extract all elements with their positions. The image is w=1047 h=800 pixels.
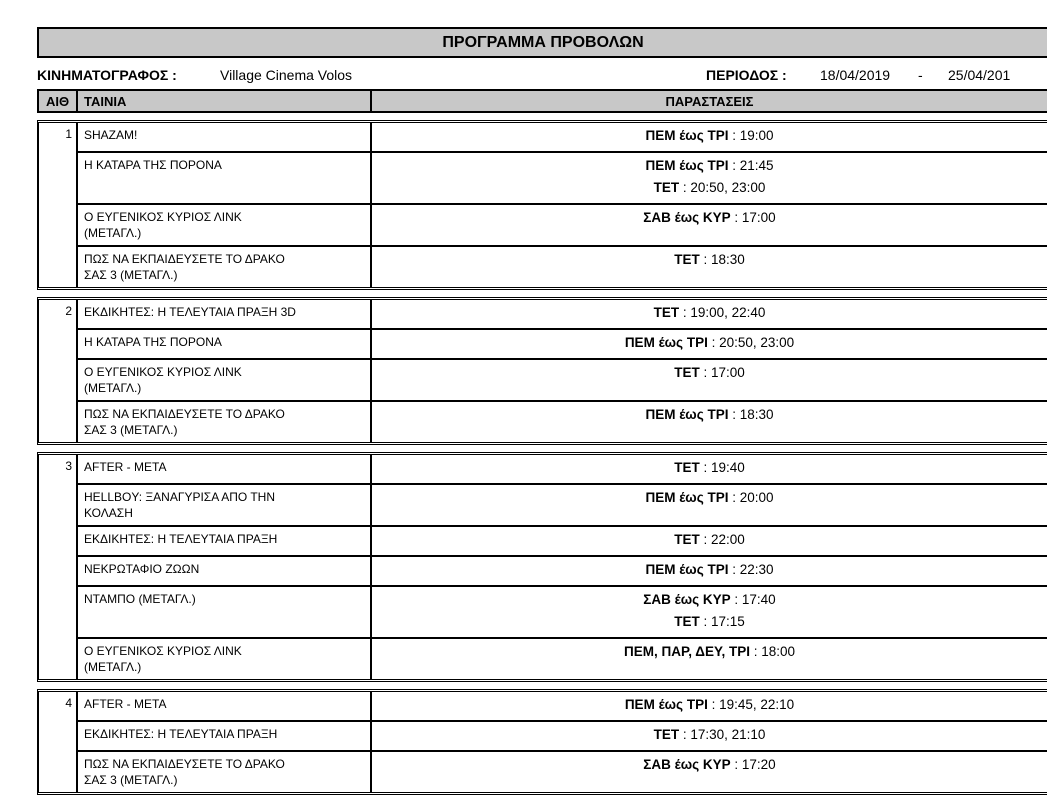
film-title-line: HELLBOY: ΞΑΝΑΓΥΡΙΣΑ ΑΠΟ ΤΗΝ bbox=[84, 490, 276, 504]
film-title bbox=[78, 123, 372, 151]
schedule-table bbox=[37, 113, 1047, 795]
show-times: : 21:45 bbox=[728, 158, 774, 173]
table-header bbox=[37, 89, 1047, 113]
showtime-line bbox=[372, 726, 1047, 748]
film-title bbox=[78, 692, 372, 720]
table-row bbox=[78, 720, 1047, 750]
film-title bbox=[78, 455, 372, 483]
show-days: ΠΕΜ έως ΤΡΙ bbox=[624, 335, 708, 350]
film-title bbox=[78, 485, 372, 525]
showtime-line bbox=[372, 643, 1047, 665]
film-title bbox=[78, 557, 372, 585]
show-times: : 17:00 bbox=[699, 365, 745, 380]
film-title bbox=[78, 752, 372, 792]
show-times: : 20:00 bbox=[728, 490, 774, 505]
show-times: : 17:30, 21:10 bbox=[679, 727, 766, 742]
hall-number: 1 bbox=[39, 123, 78, 287]
film-title-line: (ΜΕΤΑΓΛ.) bbox=[84, 226, 142, 240]
show-times: : 20:50, 23:00 bbox=[707, 335, 795, 350]
film-title-line: (ΜΕΤΑΓΛ.) bbox=[84, 660, 142, 674]
show-times: : 22:00 bbox=[699, 532, 745, 547]
showtime-line bbox=[372, 209, 1047, 231]
film-title-line: Η ΚΑΤΑΡΑ ΤΗΣ ΠΟΡΟΝΑ bbox=[84, 335, 222, 349]
film-title bbox=[78, 402, 372, 442]
film-title bbox=[78, 639, 372, 679]
show-days: ΤΕΤ bbox=[653, 727, 680, 742]
hall-gap bbox=[37, 445, 1047, 452]
show-days: ΤΕΤ bbox=[674, 532, 700, 547]
film-title-line: ΕΚΔΙΚΗΤΕΣ: Η ΤΕΛΕΥΤΑΙΑ ΠΡΑΞΗ bbox=[84, 532, 278, 546]
hall-gap bbox=[37, 682, 1047, 689]
page-title: ΠΡΟΓΡΑΜΜΑ ΠΡΟΒΟΛΩΝ bbox=[37, 27, 1047, 58]
show-days: ΣΑΒ έως ΚΥΡ bbox=[643, 592, 731, 607]
showtimes bbox=[372, 360, 1047, 400]
show-times: : 17:00 bbox=[730, 210, 776, 225]
period-label-text: ΠΕΡΙΟΔΟΣ : bbox=[706, 67, 787, 83]
hall-gap bbox=[37, 113, 1047, 120]
header-film: ΤΑΙΝΙΑ bbox=[78, 91, 372, 111]
hall-block bbox=[37, 120, 1047, 290]
period-from: 18/04/2019 bbox=[820, 67, 891, 83]
show-times: : 17:15 bbox=[699, 614, 745, 629]
hall-block bbox=[37, 452, 1047, 682]
film-title-line: ΕΚΔΙΚΗΤΕΣ: Η ΤΕΛΕΥΤΑΙΑ ΠΡΑΞΗ bbox=[84, 727, 278, 741]
showtime-line bbox=[372, 251, 1047, 273]
show-times: : 17:20 bbox=[730, 757, 776, 772]
table-row bbox=[78, 203, 1047, 245]
table-row bbox=[78, 400, 1047, 442]
film-title bbox=[78, 153, 372, 203]
showtime-line bbox=[372, 613, 1047, 635]
hall-gap bbox=[37, 290, 1047, 297]
showtimes bbox=[372, 330, 1047, 358]
header-shows: ΠΑΡΑΣΤΑΣΕΙΣ bbox=[665, 93, 754, 109]
showtimes bbox=[372, 455, 1047, 483]
showtime-line bbox=[372, 561, 1047, 583]
showtime-line bbox=[372, 334, 1047, 356]
show-days: ΤΕΤ bbox=[674, 252, 700, 267]
film-list bbox=[78, 692, 1047, 792]
film-title-line: Η ΚΑΤΑΡΑ ΤΗΣ ΠΟΡΟΝΑ bbox=[84, 158, 222, 172]
table-row bbox=[78, 585, 1047, 637]
showtime-line bbox=[372, 756, 1047, 778]
show-days: ΠΕΜ έως ΤΡΙ bbox=[645, 158, 729, 173]
table-row bbox=[78, 245, 1047, 287]
table-row bbox=[78, 151, 1047, 203]
period-separator: - bbox=[918, 67, 923, 83]
hall-number: 3 bbox=[39, 455, 78, 679]
showtime-line bbox=[372, 459, 1047, 481]
showtimes bbox=[372, 153, 1047, 203]
hall-block bbox=[37, 689, 1047, 795]
show-times: : 18:00 bbox=[749, 644, 796, 659]
show-days: ΤΕΤ bbox=[674, 365, 700, 380]
showtime-line bbox=[372, 364, 1047, 386]
film-title bbox=[78, 587, 372, 637]
showtime-line bbox=[372, 127, 1047, 149]
show-days: ΠΕΜ έως ΤΡΙ bbox=[645, 562, 729, 577]
show-times: : 19:00 bbox=[728, 128, 774, 143]
film-title-line: ΠΩΣ ΝΑ ΕΚΠΑΙΔΕΥΣΕΤΕ ΤΟ ΔΡΑΚΟ bbox=[84, 757, 285, 771]
show-times: : 19:45, 22:10 bbox=[707, 697, 795, 712]
showtimes bbox=[372, 722, 1047, 750]
showtime-line bbox=[372, 157, 1047, 179]
show-times: : 18:30 bbox=[699, 252, 745, 267]
film-title-line: ΕΚΔΙΚΗΤΕΣ: Η ΤΕΛΕΥΤΑΙΑ ΠΡΑΞΗ 3D bbox=[84, 305, 296, 319]
showtimes bbox=[372, 247, 1047, 287]
show-days: ΠΕΜ έως ΤΡΙ bbox=[645, 128, 729, 143]
show-times: : 17:40 bbox=[730, 592, 776, 607]
film-title bbox=[78, 360, 372, 400]
film-list bbox=[78, 123, 1047, 287]
film-title-line: ΣΑΣ 3 (ΜΕΤΑΓΛ.) bbox=[84, 773, 178, 787]
show-days: ΤΕΤ bbox=[653, 305, 680, 320]
cinema-label-text: ΚΙΝΗΜΑΤΟΓΡΑΦΟΣ : bbox=[37, 67, 177, 83]
showtimes bbox=[372, 752, 1047, 792]
film-title bbox=[78, 330, 372, 358]
show-days: ΣΑΒ έως ΚΥΡ bbox=[643, 757, 731, 772]
hall-block bbox=[37, 297, 1047, 445]
film-title-line: ΠΩΣ ΝΑ ΕΚΠΑΙΔΕΥΣΕΤΕ ΤΟ ΔΡΑΚΟ bbox=[84, 252, 285, 266]
show-times: : 19:40 bbox=[699, 460, 745, 475]
film-title-line: (ΜΕΤΑΓΛ.) bbox=[84, 381, 142, 395]
table-row bbox=[78, 555, 1047, 585]
showtime-line bbox=[372, 489, 1047, 511]
show-times: : 22:30 bbox=[728, 562, 774, 577]
table-row bbox=[78, 692, 1047, 720]
show-days: ΤΕΤ bbox=[674, 614, 700, 629]
cinema-label bbox=[37, 64, 177, 86]
table-row bbox=[78, 300, 1047, 328]
film-list bbox=[78, 455, 1047, 679]
film-title-line: ΝΕΚΡΩΤΑΦΙΟ ΖΩΩΝ bbox=[84, 562, 200, 576]
showtime-line bbox=[372, 531, 1047, 553]
showtime-line bbox=[372, 179, 1047, 201]
showtimes bbox=[372, 557, 1047, 585]
showtimes bbox=[372, 587, 1047, 637]
film-title bbox=[78, 205, 372, 245]
show-days: ΠΕΜ έως ΤΡΙ bbox=[645, 407, 729, 422]
cinema-name: Village Cinema Volos bbox=[220, 67, 353, 83]
header-hall: ΑΙΘ bbox=[39, 91, 78, 111]
film-title-line: SHAZAM! bbox=[84, 128, 138, 142]
film-title bbox=[78, 527, 372, 555]
show-times: : 20:50, 23:00 bbox=[679, 180, 766, 195]
film-title bbox=[78, 300, 372, 328]
table-row bbox=[78, 525, 1047, 555]
period-label bbox=[706, 64, 787, 86]
show-times: : 18:30 bbox=[728, 407, 774, 422]
showtimes bbox=[372, 300, 1047, 328]
show-days: ΤΕΤ bbox=[674, 460, 700, 475]
showtimes bbox=[372, 527, 1047, 555]
showtimes bbox=[372, 402, 1047, 442]
hall-number: 4 bbox=[39, 692, 78, 792]
table-row bbox=[78, 123, 1047, 151]
table-row bbox=[78, 328, 1047, 358]
showtime-line bbox=[372, 304, 1047, 326]
film-title-line: ΣΑΣ 3 (ΜΕΤΑΓΛ.) bbox=[84, 423, 178, 437]
showtimes bbox=[372, 692, 1047, 720]
film-title-line: Ο ΕΥΓΕΝΙΚΟΣ ΚΥΡΙΟΣ ΛΙΝΚ bbox=[84, 210, 242, 224]
table-row bbox=[78, 455, 1047, 483]
showtimes bbox=[372, 485, 1047, 525]
show-days: ΠΕΜ, ΠΑΡ, ΔΕΥ, ΤΡΙ bbox=[623, 644, 750, 659]
showtimes bbox=[372, 123, 1047, 151]
film-title bbox=[78, 722, 372, 750]
showtime-line bbox=[372, 696, 1047, 718]
show-days: ΤΕΤ bbox=[653, 180, 680, 195]
show-days: ΠΕΜ έως ΤΡΙ bbox=[645, 490, 729, 505]
film-title-line: ΣΑΣ 3 (ΜΕΤΑΓΛ.) bbox=[84, 268, 178, 282]
film-list bbox=[78, 300, 1047, 442]
showtimes bbox=[372, 639, 1047, 679]
show-times: : 19:00, 22:40 bbox=[679, 305, 766, 320]
table-row bbox=[78, 637, 1047, 679]
film-title bbox=[78, 247, 372, 287]
period-to: 25/04/201 bbox=[948, 67, 1011, 83]
film-title-line: Ο ΕΥΓΕΝΙΚΟΣ ΚΥΡΙΟΣ ΛΙΝΚ bbox=[84, 365, 242, 379]
film-title-line: ΚΟΛΑΣΗ bbox=[84, 506, 133, 520]
film-title-line: ΠΩΣ ΝΑ ΕΚΠΑΙΔΕΥΣΕΤΕ ΤΟ ΔΡΑΚΟ bbox=[84, 407, 285, 421]
film-title-line: AFTER - ΜΕΤΑ bbox=[84, 697, 167, 711]
showtime-line bbox=[372, 591, 1047, 613]
showtime-line bbox=[372, 406, 1047, 428]
film-title-line: Ο ΕΥΓΕΝΙΚΟΣ ΚΥΡΙΟΣ ΛΙΝΚ bbox=[84, 644, 242, 658]
table-row bbox=[78, 358, 1047, 400]
show-days: ΣΑΒ έως ΚΥΡ bbox=[643, 210, 731, 225]
film-title-line: ΝΤΑΜΠΟ (ΜΕΤΑΓΛ.) bbox=[84, 592, 196, 606]
table-row bbox=[78, 483, 1047, 525]
show-days: ΠΕΜ έως ΤΡΙ bbox=[624, 697, 708, 712]
showtimes bbox=[372, 205, 1047, 245]
hall-number: 2 bbox=[39, 300, 78, 442]
table-row bbox=[78, 750, 1047, 792]
film-title-line: AFTER - ΜΕΤΑ bbox=[84, 460, 167, 474]
